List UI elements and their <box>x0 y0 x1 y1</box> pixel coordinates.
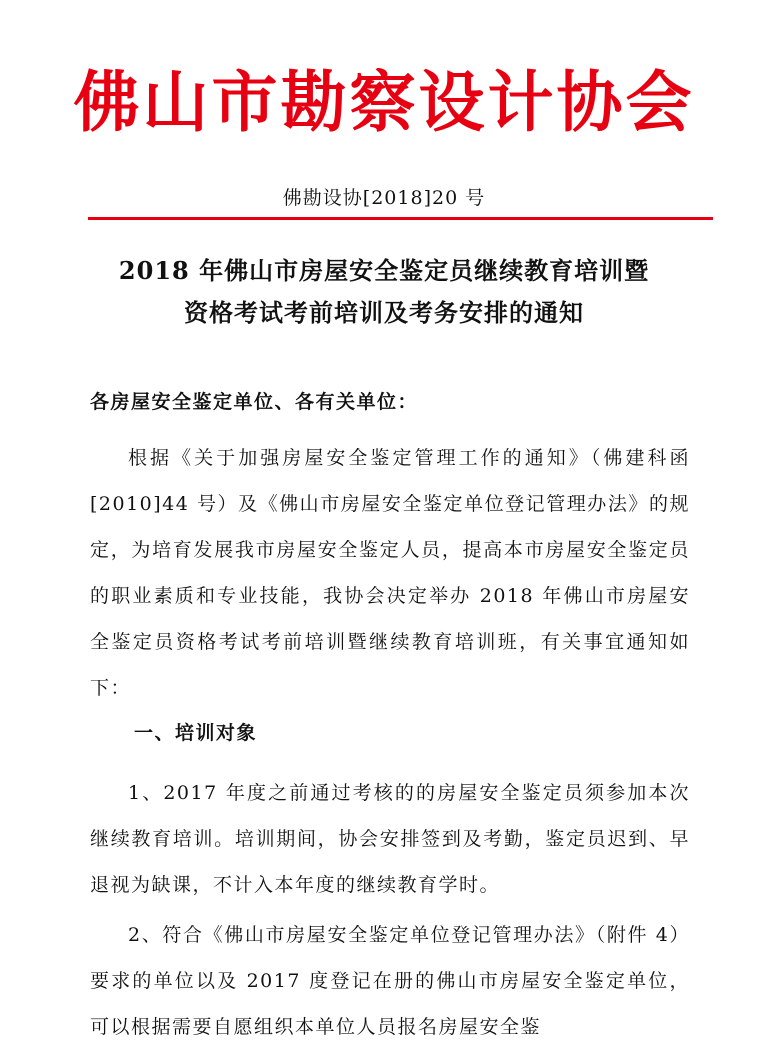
item-2-paragraph: 2、符合《佛山市房屋安全鉴定单位登记管理办法》（附件 4）要求的单位以及 2017 度登记在册的佛山市房屋安全鉴定单位，可以根据需要自愿组织本单位人员报名房屋安全鉴 <box>90 924 690 1038</box>
item-2-block <box>90 912 690 1050</box>
document-number: 佛勘设协[2018]20 号 <box>282 187 486 209</box>
intro-paragraph-block <box>90 435 690 711</box>
intro-paragraph: 根据《关于加强房屋安全鉴定管理工作的通知》（佛建科函[2010]44 号）及《佛山市房屋安全鉴定单位登记管理办法》的规定，为培育发展我市房屋安全鉴定人员，提高本市房屋安全鉴定员的职业素质和专业技能，我协会决定举办 2018 年佛山市房屋安全鉴定员资格考试考前培训暨继续教育培训班，有关事宜通知如下： <box>90 447 690 699</box>
organization-letterhead: 佛山市勘察设计协会 <box>73 63 695 141</box>
section-heading-training-targets: 一、培训对象 <box>134 722 258 744</box>
document-title-line-1: 2018 年佛山市房屋安全鉴定员继续教育培训暨 <box>118 256 650 285</box>
salutation: 各房屋安全鉴定单位、各有关单位： <box>90 391 419 413</box>
document-title-line-2: 资格考试考前培训及考务安排的通知 <box>184 298 584 327</box>
item-1-block <box>90 770 690 908</box>
document-title <box>60 250 708 334</box>
letterhead-divider <box>88 217 713 220</box>
item-1-paragraph: 1、2017 年度之前通过考核的的房屋安全鉴定员须参加本次继续教育培训。培训期间，协会安排签到及考勤，鉴定员迟到、早退视为缺课，不计入本年度的继续教育学时。 <box>90 782 690 896</box>
